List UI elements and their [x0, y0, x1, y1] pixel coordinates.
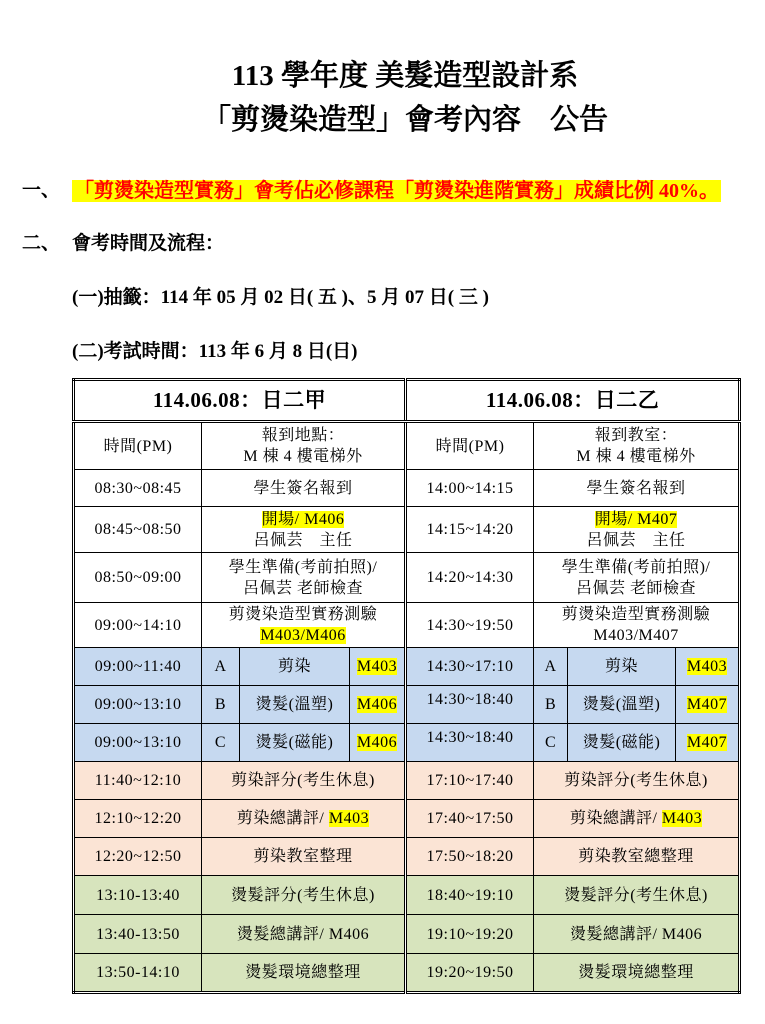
time-cell: 09:00~13:10	[74, 686, 202, 724]
time-cell: 08:30~08:45	[74, 470, 202, 507]
section-1-notice: 「剪燙染造型實務」會考佔必修課程「剪燙染進階實務」成績比例 40%。	[74, 180, 719, 202]
opening-room-label: 開場/ M406	[261, 510, 345, 528]
group-cell: A	[202, 648, 240, 686]
room-label: M407	[686, 734, 728, 751]
time-cell: 19:10~19:20	[406, 915, 534, 954]
time-cell: 14:30~18:40	[406, 724, 534, 762]
exam-rooms-label: M403/M407	[593, 627, 679, 644]
time-cell: 14:20~14:30	[406, 553, 534, 603]
cell-line	[202, 625, 404, 646]
title-line-1: 113 學年度 美髮造型設計系	[231, 60, 579, 92]
exam-schedule-table	[72, 378, 741, 994]
activity-cell: 燙髮總講評/ M406	[534, 915, 740, 954]
row-cut-review	[74, 800, 740, 838]
row-group-b	[74, 686, 740, 724]
group-cell: B	[534, 686, 568, 724]
item-cell: 剪染	[568, 648, 676, 686]
cell-line: 呂佩芸 主任	[253, 531, 353, 549]
row-group-a	[74, 648, 740, 686]
time-cell: 11:40~12:10	[74, 762, 202, 800]
time-cell: 13:50-14:10	[74, 954, 202, 993]
room-cell	[676, 648, 740, 686]
cell-line	[202, 509, 404, 530]
activity-cell: 燙髮環境總整理	[202, 954, 406, 993]
opening-room-label: 開場/ M407	[594, 510, 678, 528]
activity-cell: 燙髮評分(考生休息)	[202, 876, 406, 915]
group-cell: C	[534, 724, 568, 762]
room-cell	[350, 724, 406, 762]
section-2-number: 二、	[22, 233, 61, 254]
row-perm-review	[74, 915, 740, 954]
room-label: M403	[328, 810, 370, 827]
cell-line: 呂佩芸 老師檢查	[243, 579, 364, 597]
time-cell: 14:30~17:10	[406, 648, 534, 686]
class-header-right: 114.06.08：日二乙	[406, 380, 740, 422]
room-label: M406	[356, 734, 398, 751]
cell-line: 報到教室：	[594, 427, 678, 444]
room-cell	[350, 686, 406, 724]
exam-date-line	[0, 338, 765, 366]
activity-cell: 剪染教室總整理	[534, 838, 740, 876]
cell-line: 呂佩芸 主任	[586, 531, 686, 549]
room-cell	[350, 648, 406, 686]
row-practical-exam	[74, 603, 740, 648]
row-perm-cleanup	[74, 954, 740, 993]
time-cell: 13:40-13:50	[74, 915, 202, 954]
item-cell: 燙髮(溫塑)	[240, 686, 350, 724]
activity-cell	[534, 603, 740, 648]
exam-date: (二)考試時間：113 年 6 月 8 日(日)	[72, 341, 358, 362]
activity-cell	[202, 800, 406, 838]
room-label: M407	[686, 696, 728, 713]
activity-text: 剪染總講評/	[236, 810, 329, 827]
row-perm-grading	[74, 876, 740, 915]
activity-cell	[534, 507, 740, 553]
time-cell: 12:20~12:50	[74, 838, 202, 876]
item-cell: 燙髮(磁能)	[240, 724, 350, 762]
row-preparation	[74, 553, 740, 603]
room-label: M406	[356, 696, 398, 713]
room-label: M403	[356, 658, 398, 675]
room-label: M403	[661, 810, 703, 827]
time-cell: 14:30~18:40	[406, 686, 534, 724]
activity-cell: 剪染評分(考生休息)	[534, 762, 740, 800]
section-1	[0, 177, 765, 205]
row-checkin-location	[74, 422, 740, 470]
item-cell: 剪染	[240, 648, 350, 686]
class-header-left: 114.06.08：日二甲	[74, 380, 406, 422]
title-line-2: 「剪燙染造型」會考內容 公告	[201, 104, 608, 136]
activity-text: 剪染總講評/	[569, 810, 662, 827]
time-cell: 09:00~11:40	[74, 648, 202, 686]
activity-cell	[202, 553, 406, 603]
cell-line: 剪燙染造型實務測驗	[561, 606, 711, 623]
cell-line: 學生準備(考前拍照)/	[561, 558, 711, 576]
room-cell	[676, 724, 740, 762]
activity-cell: 燙髮評分(考生休息)	[534, 876, 740, 915]
room-cell	[676, 686, 740, 724]
activity-cell: 剪染評分(考生休息)	[202, 762, 406, 800]
time-column-header-left: 時間(PM)	[74, 422, 202, 470]
cell-line: 剪燙染造型實務測驗	[228, 606, 378, 623]
row-group-c	[74, 724, 740, 762]
group-cell: B	[202, 686, 240, 724]
row-opening	[74, 507, 740, 553]
time-cell: 17:50~18:20	[406, 838, 534, 876]
section-1-body	[72, 177, 721, 206]
section-1-number: 一、	[22, 180, 61, 201]
activity-cell	[534, 800, 740, 838]
exam-rooms-label: M403/M406	[260, 627, 346, 644]
cell-line: 呂佩芸 老師檢查	[576, 579, 697, 597]
section-2-heading: 會考時間及流程：	[72, 233, 225, 254]
activity-cell: 剪染教室整理	[202, 838, 406, 876]
cell-line: M 棟 4 樓電梯外	[243, 448, 363, 465]
activity-cell: 燙髮環境總整理	[534, 954, 740, 993]
time-cell: 19:20~19:50	[406, 954, 534, 993]
activity-cell	[534, 553, 740, 603]
group-cell: A	[534, 648, 568, 686]
row-cut-grading	[74, 762, 740, 800]
room-label: M403	[686, 658, 728, 675]
activity-cell: 學生簽名報到	[534, 470, 740, 507]
time-cell: 14:00~14:15	[406, 470, 534, 507]
time-cell: 08:50~09:00	[74, 553, 202, 603]
cell-line: 學生準備(考前拍照)/	[228, 558, 378, 576]
time-cell: 12:10~12:20	[74, 800, 202, 838]
activity-cell	[202, 507, 406, 553]
time-cell: 09:00~14:10	[74, 603, 202, 648]
cell-line: 報到地點：	[261, 427, 345, 444]
table-header-row	[74, 380, 740, 422]
time-cell: 13:10-13:40	[74, 876, 202, 915]
item-cell: 燙髮(磁能)	[568, 724, 676, 762]
item-cell: 燙髮(溫塑)	[568, 686, 676, 724]
draw-date-line	[0, 284, 765, 312]
row-sign-in	[74, 470, 740, 507]
cell-line	[534, 509, 738, 530]
time-cell: 18:40~19:10	[406, 876, 534, 915]
section-2	[0, 230, 765, 258]
checkin-location-right	[534, 422, 740, 470]
time-column-header-right: 時間(PM)	[406, 422, 534, 470]
time-cell: 17:10~17:40	[406, 762, 534, 800]
cell-line: M 棟 4 樓電梯外	[576, 448, 696, 465]
row-cut-cleanup	[74, 838, 740, 876]
document-title	[72, 54, 738, 142]
time-cell: 17:40~17:50	[406, 800, 534, 838]
time-cell: 08:45~08:50	[74, 507, 202, 553]
draw-date: (一)抽籤：114 年 05 月 02 日( 五 )、5 月 07 日( 三 )	[72, 287, 489, 308]
time-cell: 09:00~13:10	[74, 724, 202, 762]
activity-cell	[202, 603, 406, 648]
time-cell: 14:30~19:50	[406, 603, 534, 648]
time-cell: 14:15~14:20	[406, 507, 534, 553]
activity-cell: 學生簽名報到	[202, 470, 406, 507]
checkin-location-left	[202, 422, 406, 470]
group-cell: C	[202, 724, 240, 762]
activity-cell: 燙髮總講評/ M406	[202, 915, 406, 954]
